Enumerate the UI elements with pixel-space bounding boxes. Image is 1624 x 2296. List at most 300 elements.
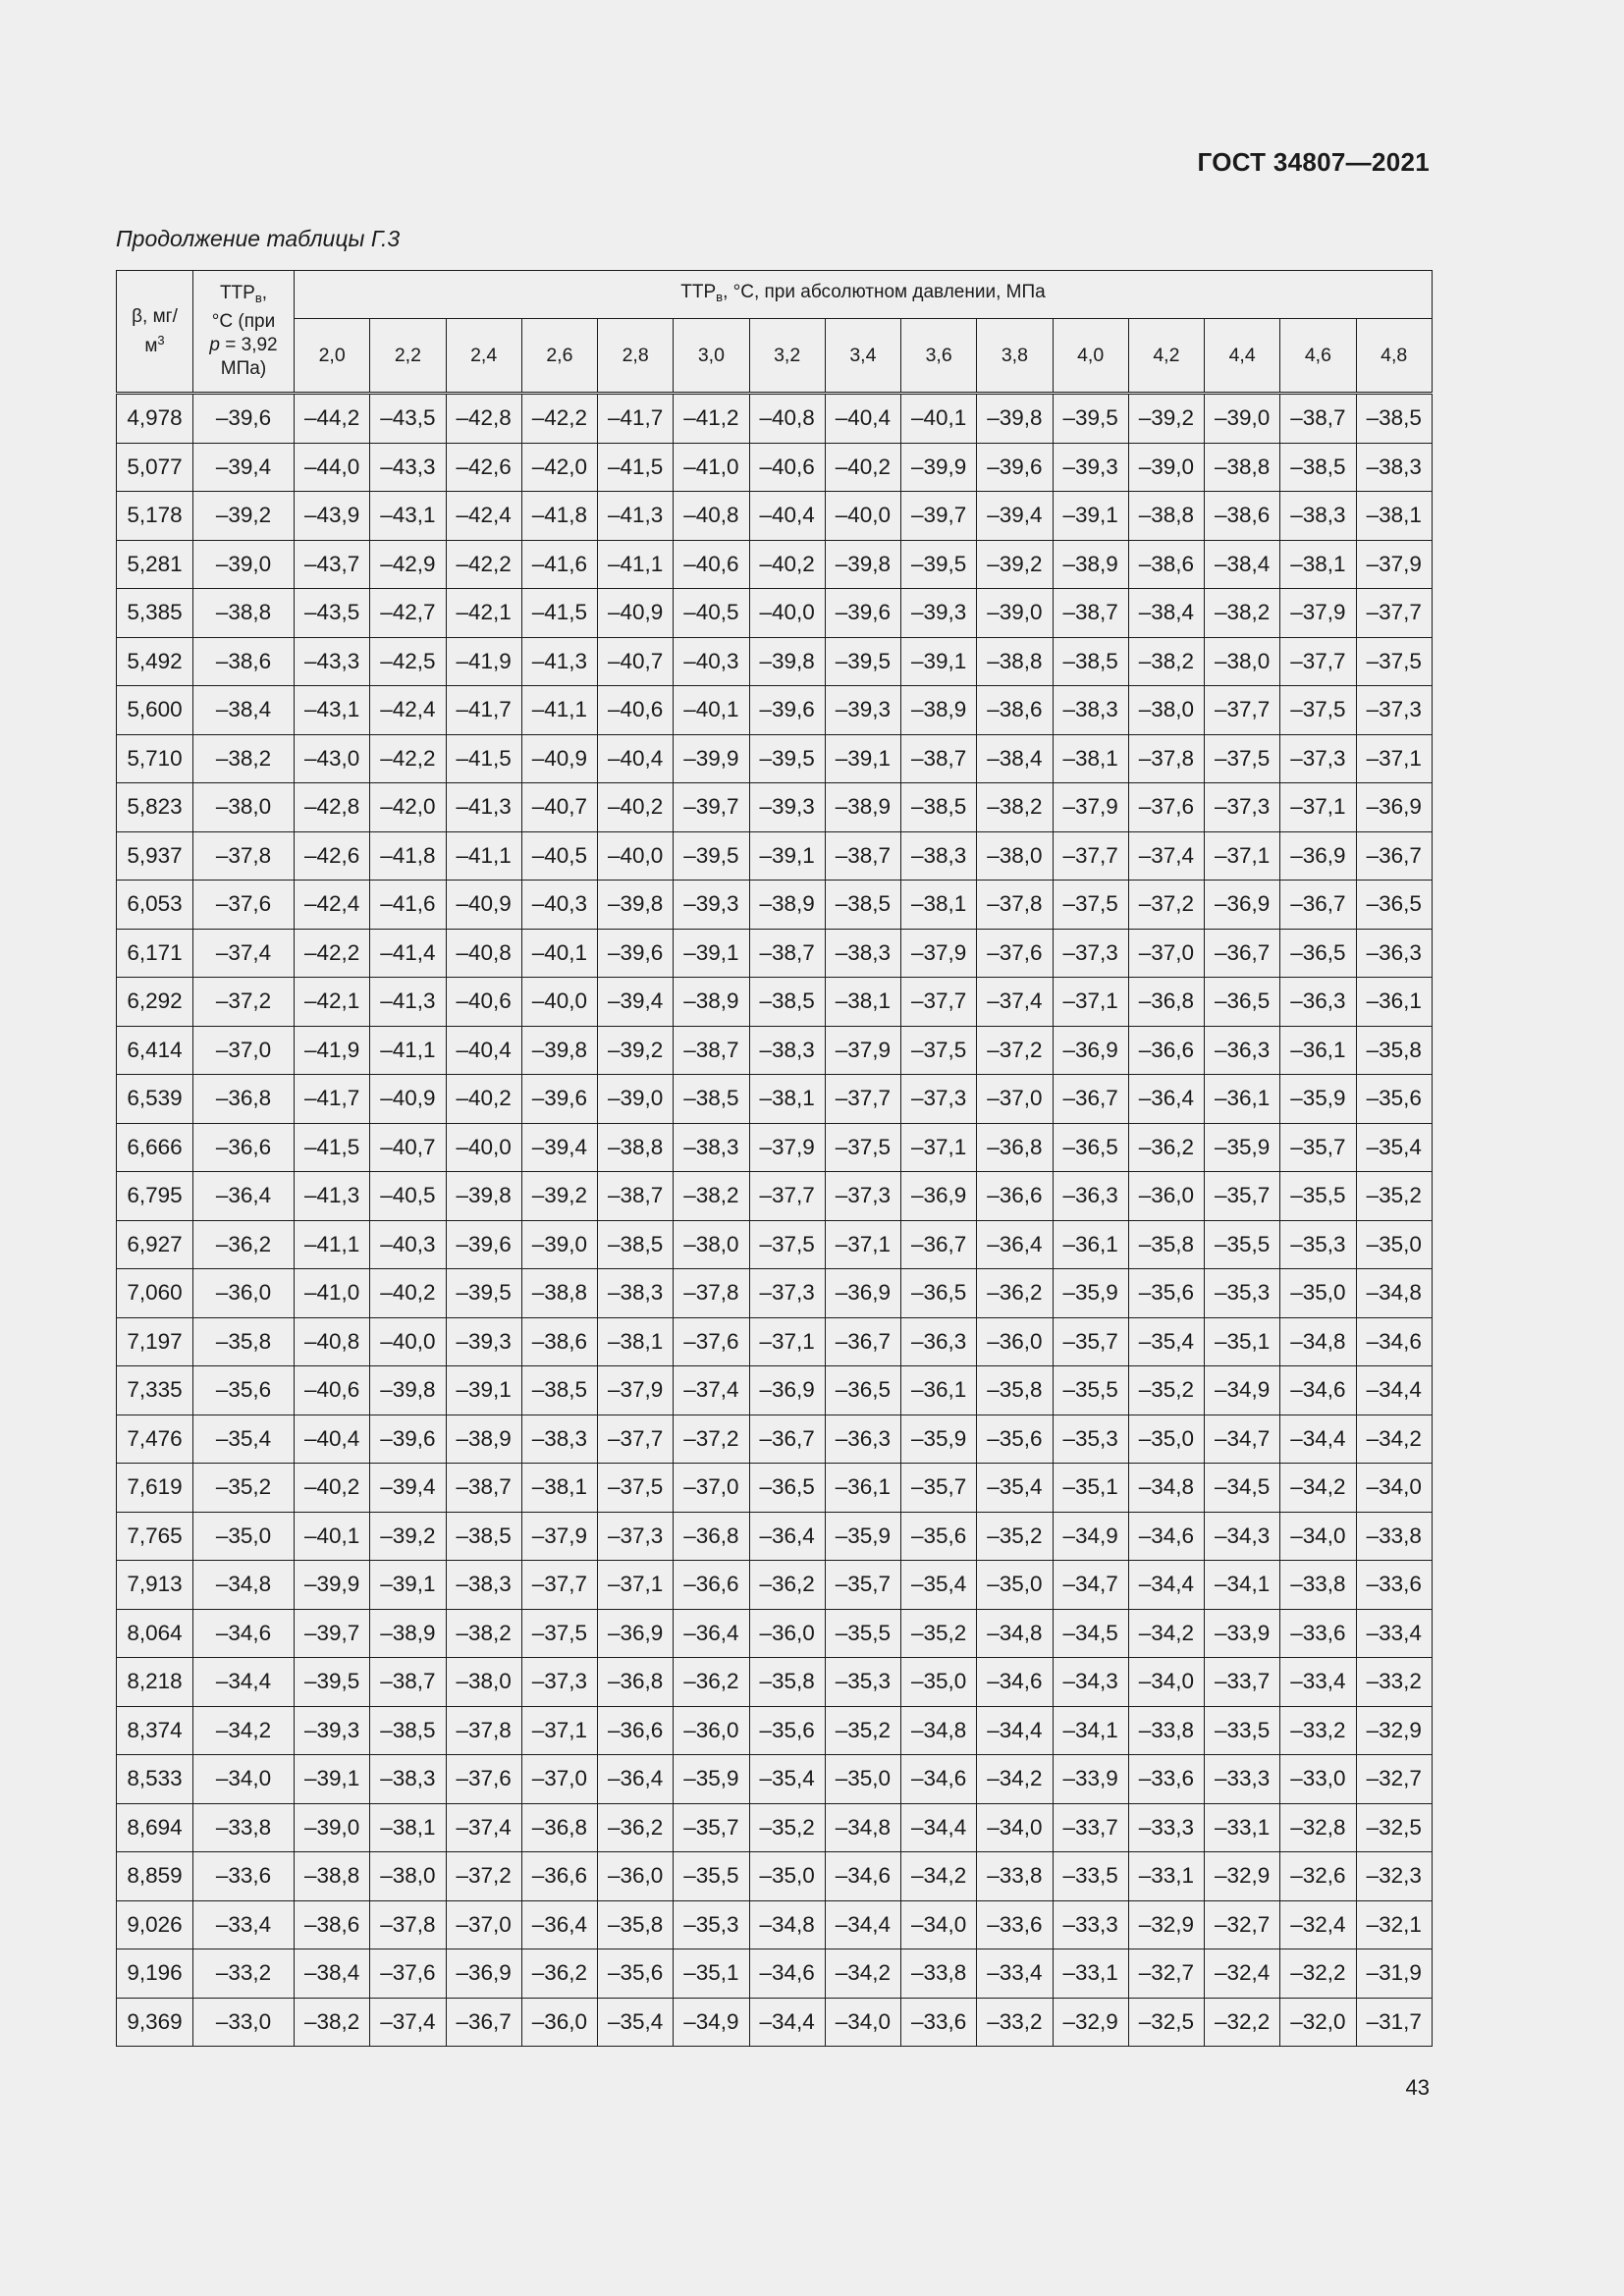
beta-cell: 5,385 — [117, 589, 193, 638]
beta-unit: м — [144, 335, 158, 356]
ttr-value-cell: –34,8 — [1356, 1269, 1432, 1318]
ttr-value-cell: –35,3 — [1053, 1415, 1128, 1464]
ttr-value-cell: –40,2 — [295, 1464, 370, 1513]
ttr-value-cell: –38,3 — [598, 1269, 674, 1318]
ttr-value-cell: –35,2 — [825, 1706, 900, 1755]
ttr-value-cell: –37,0 — [674, 1464, 749, 1513]
beta-label: β, мг/ — [132, 305, 178, 327]
ttr-value-cell: –36,1 — [1053, 1220, 1128, 1269]
ttr-value-cell: –36,0 — [1128, 1172, 1204, 1221]
beta-cell: 7,913 — [117, 1561, 193, 1610]
ttr-value-cell: –38,5 — [1280, 443, 1356, 492]
ttr-value-cell: –38,7 — [446, 1464, 521, 1513]
ttr-value-cell: –38,1 — [370, 1803, 446, 1852]
beta-cell: 8,218 — [117, 1658, 193, 1707]
ttr-value-cell: –31,9 — [1356, 1949, 1432, 1999]
ttr-value-cell: –35,8 — [598, 1900, 674, 1949]
ttr-reference-cell: –39,6 — [193, 394, 295, 444]
ttr-value-cell: –39,2 — [598, 1026, 674, 1075]
ttr-value-cell: –35,7 — [901, 1464, 977, 1513]
ttr-value-cell: –39,8 — [446, 1172, 521, 1221]
ttr-value-cell: –40,7 — [370, 1123, 446, 1172]
ttr-value-cell: –42,1 — [446, 589, 521, 638]
ttr-value-cell: –32,4 — [1280, 1900, 1356, 1949]
ttr-value-cell: –38,3 — [1053, 686, 1128, 735]
pressure-header-cell: 2,0 — [295, 319, 370, 394]
ttr-value-cell: –41,0 — [295, 1269, 370, 1318]
beta-cell: 6,292 — [117, 978, 193, 1027]
ttr-value-cell: –38,4 — [295, 1949, 370, 1999]
ttr-value-cell: –39,2 — [521, 1172, 597, 1221]
ttr-value-cell: –37,9 — [1053, 783, 1128, 832]
pressure-header-cell: 3,2 — [749, 319, 825, 394]
ttr-value-cell: –40,2 — [598, 783, 674, 832]
ttr-value-cell: –41,3 — [370, 978, 446, 1027]
ttr-label: ТТР — [219, 283, 255, 303]
ttr-value-cell: –34,0 — [1356, 1464, 1432, 1513]
ttr-value-cell: –40,0 — [825, 492, 900, 541]
ttr-reference-cell: –35,0 — [193, 1512, 295, 1561]
ttr-value-cell: –42,0 — [521, 443, 597, 492]
ttr-value-cell: –37,1 — [598, 1561, 674, 1610]
ttr-value-cell: –41,7 — [598, 394, 674, 444]
ttr-value-cell: –40,6 — [295, 1366, 370, 1415]
ttr-value-cell: –43,1 — [295, 686, 370, 735]
ttr-value-cell: –32,1 — [1356, 1900, 1432, 1949]
ttr-value-cell: –38,1 — [901, 881, 977, 930]
ttr-value-cell: –37,3 — [1280, 734, 1356, 783]
ttr-value-cell: –38,9 — [446, 1415, 521, 1464]
ttr-value-cell: –36,8 — [977, 1123, 1053, 1172]
pressure-header-cell: 2,8 — [598, 319, 674, 394]
table-row — [117, 1269, 1433, 1318]
ttr-value-cell: –41,8 — [521, 492, 597, 541]
ttr-value-cell: –39,5 — [901, 540, 977, 589]
ttr-value-cell: –38,2 — [1205, 589, 1280, 638]
ttr-value-cell: –37,3 — [825, 1172, 900, 1221]
ttr-value-cell: –38,2 — [1128, 637, 1204, 686]
ttr-value-cell: –39,0 — [1128, 443, 1204, 492]
ttr-value-cell: –39,6 — [825, 589, 900, 638]
table-row — [117, 1658, 1433, 1707]
ttr-value-cell: –38,7 — [1280, 394, 1356, 444]
table-row — [117, 1075, 1433, 1124]
column-header-beta — [117, 271, 193, 394]
ttr-value-cell: –40,1 — [521, 929, 597, 978]
ttr-value-cell: –40,3 — [674, 637, 749, 686]
ttr-value-cell: –33,1 — [1128, 1852, 1204, 1901]
ttr-value-cell: –31,7 — [1356, 1998, 1432, 2047]
ttr-value-cell: –37,3 — [749, 1269, 825, 1318]
ttr-value-cell: –33,1 — [1205, 1803, 1280, 1852]
ttr-value-cell: –37,1 — [1280, 783, 1356, 832]
ttr-value-cell: –35,2 — [901, 1609, 977, 1658]
ttr-reference-cell: –38,0 — [193, 783, 295, 832]
ttr-value-cell: –37,7 — [901, 978, 977, 1027]
ttr-value-cell: –40,1 — [674, 686, 749, 735]
ttr-value-cell: –35,2 — [1356, 1172, 1432, 1221]
ttr-value-cell: –37,1 — [521, 1706, 597, 1755]
ttr-value-cell: –39,7 — [674, 783, 749, 832]
ttr-value-cell: –36,5 — [1053, 1123, 1128, 1172]
ttr-value-cell: –37,4 — [1128, 831, 1204, 881]
ttr-value-cell: –36,7 — [1053, 1075, 1128, 1124]
group-label-rest: , °С, при абсолютном давлении, МПа — [723, 281, 1046, 302]
ttr-value-cell: –35,5 — [1053, 1366, 1128, 1415]
table-row — [117, 734, 1433, 783]
ttr-value-cell: –34,5 — [1205, 1464, 1280, 1513]
ttr-value-cell: –33,1 — [1053, 1949, 1128, 1999]
ttr-value-cell: –34,0 — [1128, 1658, 1204, 1707]
ttr-reference-cell: –34,8 — [193, 1561, 295, 1610]
ttr-value-cell: –35,0 — [1128, 1415, 1204, 1464]
ttr-value-cell: –40,3 — [521, 881, 597, 930]
ttr-value-cell: –42,9 — [370, 540, 446, 589]
ttr-value-cell: –34,7 — [1205, 1415, 1280, 1464]
ttr-value-cell: –36,7 — [1356, 831, 1432, 881]
ttr-value-cell: –39,1 — [674, 929, 749, 978]
ttr-value-cell: –40,2 — [825, 443, 900, 492]
ttr-value-cell: –37,0 — [1128, 929, 1204, 978]
ttr-value-cell: –43,0 — [295, 734, 370, 783]
ttr-value-cell: –39,5 — [825, 637, 900, 686]
ttr-value-cell: –36,9 — [598, 1609, 674, 1658]
table-row — [117, 1998, 1433, 2047]
ttr-value-cell: –38,9 — [825, 783, 900, 832]
ttr-value-cell: –39,1 — [446, 1366, 521, 1415]
ttr-value-cell: –35,5 — [825, 1609, 900, 1658]
ttr-value-cell: –37,7 — [1280, 637, 1356, 686]
ttr-reference-cell: –35,2 — [193, 1464, 295, 1513]
ttr-value-cell: –35,8 — [977, 1366, 1053, 1415]
ttr-value-cell: –35,8 — [749, 1658, 825, 1707]
beta-cell: 5,492 — [117, 637, 193, 686]
table-row — [117, 1123, 1433, 1172]
ttr-value-cell: –40,1 — [901, 394, 977, 444]
ttr-value-cell: –34,4 — [901, 1803, 977, 1852]
ttr-value-cell: –36,7 — [901, 1220, 977, 1269]
ttr-value-cell: –38,7 — [370, 1658, 446, 1707]
ttr-value-cell: –34,0 — [901, 1900, 977, 1949]
ttr-value-cell: –34,1 — [1053, 1706, 1128, 1755]
ttr-value-cell: –41,5 — [598, 443, 674, 492]
ttr-reference-cell: –39,2 — [193, 492, 295, 541]
ttr-value-cell: –35,7 — [1053, 1317, 1128, 1366]
ttr-value-cell: –37,1 — [1356, 734, 1432, 783]
ttr-value-cell: –34,8 — [749, 1900, 825, 1949]
ttr-value-cell: –35,9 — [1053, 1269, 1128, 1318]
ttr-value-cell: –37,9 — [825, 1026, 900, 1075]
ttr-reference-cell: –33,0 — [193, 1998, 295, 2047]
ttr-value-cell: –34,0 — [977, 1803, 1053, 1852]
ttr-value-cell: –37,6 — [370, 1949, 446, 1999]
ttr-value-cell: –35,5 — [1280, 1172, 1356, 1221]
ttr-value-cell: –41,5 — [521, 589, 597, 638]
table-row — [117, 1317, 1433, 1366]
ttr-value-cell: –37,3 — [598, 1512, 674, 1561]
ttr-value-cell: –34,4 — [977, 1706, 1053, 1755]
table-body — [117, 394, 1433, 2047]
ttr-value-cell: –36,5 — [901, 1269, 977, 1318]
ttr-value-cell: –41,1 — [370, 1026, 446, 1075]
ttr-value-cell: –35,3 — [1205, 1269, 1280, 1318]
ttr-value-cell: –38,5 — [521, 1366, 597, 1415]
ttr-value-cell: –39,6 — [598, 929, 674, 978]
ttr-value-cell: –38,8 — [295, 1852, 370, 1901]
ttr-value-cell: –37,7 — [521, 1561, 597, 1610]
ttr-value-cell: –38,3 — [370, 1755, 446, 1804]
ttr-value-cell: –35,8 — [1128, 1220, 1204, 1269]
ttr-value-cell: –38,9 — [1053, 540, 1128, 589]
ttr-value-cell: –35,6 — [749, 1706, 825, 1755]
ttr-value-cell: –34,2 — [1280, 1464, 1356, 1513]
ttr-value-cell: –38,2 — [446, 1609, 521, 1658]
ttr-value-cell: –33,6 — [901, 1998, 977, 2047]
ttr-value-cell: –35,1 — [674, 1949, 749, 1999]
ttr-value-cell: –38,6 — [1205, 492, 1280, 541]
ttr-value-cell: –39,0 — [295, 1803, 370, 1852]
ttr-value-cell: –38,0 — [1205, 637, 1280, 686]
ttr-value-cell: –39,9 — [295, 1561, 370, 1610]
ttr-value-cell: –39,8 — [977, 394, 1053, 444]
ttr-value-cell: –34,9 — [1053, 1512, 1128, 1561]
ttr-value-cell: –38,5 — [598, 1220, 674, 1269]
ttr-value-cell: –40,4 — [825, 394, 900, 444]
ttr-value-cell: –36,7 — [446, 1998, 521, 2047]
ttr-value-cell: –38,8 — [977, 637, 1053, 686]
ttr-reference-cell: –37,0 — [193, 1026, 295, 1075]
ttr-value-cell: –39,1 — [295, 1755, 370, 1804]
ttr-value-cell: –39,8 — [825, 540, 900, 589]
ttr-value-cell: –33,6 — [977, 1900, 1053, 1949]
ttr-value-cell: –32,8 — [1280, 1803, 1356, 1852]
ttr-value-cell: –37,9 — [521, 1512, 597, 1561]
table-caption: Продолжение таблицы Г.3 — [116, 226, 401, 251]
ttr-value-cell: –41,0 — [674, 443, 749, 492]
ttr-value-cell: –36,6 — [598, 1706, 674, 1755]
beta-cell: 8,859 — [117, 1852, 193, 1901]
ttr-value-cell: –33,8 — [1128, 1706, 1204, 1755]
ttr-value-cell: –32,7 — [1205, 1900, 1280, 1949]
ttr-value-cell: –37,1 — [749, 1317, 825, 1366]
ttr-value-cell: –40,8 — [749, 394, 825, 444]
ttr-value-cell: –43,1 — [370, 492, 446, 541]
ttr-value-cell: –38,4 — [1205, 540, 1280, 589]
beta-cell: 8,374 — [117, 1706, 193, 1755]
ttr-value-cell: –37,9 — [598, 1366, 674, 1415]
ttr-value-cell: –38,3 — [749, 1026, 825, 1075]
ttr-value-cell: –39,1 — [1053, 492, 1128, 541]
ttr-line-2: °С (при — [211, 311, 276, 332]
ttr-line-3: = 3,92 — [219, 335, 278, 355]
ttr-value-cell: –36,9 — [1053, 1026, 1128, 1075]
ttr-value-cell: –40,2 — [749, 540, 825, 589]
ttr-value-cell: –36,7 — [1280, 881, 1356, 930]
beta-unit-exponent: 3 — [157, 332, 165, 347]
ttr-value-cell: –36,9 — [901, 1172, 977, 1221]
ttr-value-cell: –37,8 — [1128, 734, 1204, 783]
beta-cell: 9,369 — [117, 1998, 193, 2047]
ttr-reference-cell: –33,6 — [193, 1852, 295, 1901]
ttr-value-cell: –33,5 — [1053, 1852, 1128, 1901]
ttr-value-cell: –39,8 — [521, 1026, 597, 1075]
ttr-value-cell: –37,7 — [749, 1172, 825, 1221]
table-row — [117, 1706, 1433, 1755]
ttr-value-cell: –37,5 — [598, 1464, 674, 1513]
ttr-value-cell: –36,1 — [1205, 1075, 1280, 1124]
table-row — [117, 1026, 1433, 1075]
ttr-value-cell: –40,8 — [295, 1317, 370, 1366]
pressure-header-cell: 4,4 — [1205, 319, 1280, 394]
ttr-reference-cell: –39,4 — [193, 443, 295, 492]
ttr-value-cell: –34,6 — [1128, 1512, 1204, 1561]
ttr-value-cell: –39,0 — [1205, 394, 1280, 444]
ttr-value-cell: –37,3 — [901, 1075, 977, 1124]
ttr-value-cell: –40,3 — [370, 1220, 446, 1269]
ttr-value-cell: –36,3 — [1053, 1172, 1128, 1221]
ttr-value-cell: –37,5 — [1053, 881, 1128, 930]
ttr-value-cell: –32,9 — [1128, 1900, 1204, 1949]
ttr-value-cell: –35,4 — [1356, 1123, 1432, 1172]
pressure-header-cell: 4,2 — [1128, 319, 1204, 394]
ttr-value-cell: –42,0 — [370, 783, 446, 832]
hydrate-temperature-table — [116, 270, 1433, 2047]
ttr-reference-cell: –35,8 — [193, 1317, 295, 1366]
ttr-value-cell: –40,4 — [749, 492, 825, 541]
ttr-value-cell: –36,9 — [1205, 881, 1280, 930]
ttr-value-cell: –40,0 — [521, 978, 597, 1027]
ttr-value-cell: –34,9 — [674, 1998, 749, 2047]
ttr-value-cell: –38,7 — [749, 929, 825, 978]
ttr-value-cell: –35,6 — [598, 1949, 674, 1999]
ttr-value-cell: –37,1 — [1053, 978, 1128, 1027]
ttr-value-cell: –41,1 — [598, 540, 674, 589]
ttr-reference-cell: –38,6 — [193, 637, 295, 686]
ttr-value-cell: –34,4 — [749, 1998, 825, 2047]
ttr-value-cell: –34,6 — [977, 1658, 1053, 1707]
ttr-value-cell: –32,9 — [1205, 1852, 1280, 1901]
ttr-value-cell: –37,2 — [446, 1852, 521, 1901]
ttr-value-cell: –36,9 — [825, 1269, 900, 1318]
ttr-value-cell: –38,7 — [1053, 589, 1128, 638]
ttr-value-cell: –36,6 — [1128, 1026, 1204, 1075]
ttr-value-cell: –38,6 — [521, 1317, 597, 1366]
ttr-value-cell: –36,4 — [521, 1900, 597, 1949]
ttr-value-cell: –36,4 — [749, 1512, 825, 1561]
ttr-value-cell: –39,9 — [674, 734, 749, 783]
pressure-header-cell: 2,6 — [521, 319, 597, 394]
ttr-value-cell: –37,9 — [901, 929, 977, 978]
ttr-reference-cell: –33,2 — [193, 1949, 295, 1999]
ttr-value-cell: –35,0 — [901, 1658, 977, 1707]
ttr-value-cell: –33,5 — [1205, 1706, 1280, 1755]
ttr-value-cell: –37,3 — [1053, 929, 1128, 978]
ttr-value-cell: –36,0 — [674, 1706, 749, 1755]
ttr-value-cell: –34,4 — [1128, 1561, 1204, 1610]
ttr-value-cell: –39,8 — [598, 881, 674, 930]
ttr-reference-cell: –34,4 — [193, 1658, 295, 1707]
ttr-value-cell: –41,4 — [370, 929, 446, 978]
ttr-value-cell: –37,7 — [598, 1415, 674, 1464]
beta-cell: 4,978 — [117, 394, 193, 444]
ttr-value-cell: –38,3 — [1356, 443, 1432, 492]
ttr-value-cell: –37,3 — [1356, 686, 1432, 735]
ttr-value-cell: –38,7 — [825, 831, 900, 881]
ttr-value-cell: –33,6 — [1356, 1561, 1432, 1610]
ttr-value-cell: –37,4 — [370, 1998, 446, 2047]
ttr-value-cell: –38,5 — [674, 1075, 749, 1124]
ttr-value-cell: –35,6 — [977, 1415, 1053, 1464]
ttr-value-cell: –38,1 — [1356, 492, 1432, 541]
ttr-value-cell: –32,9 — [1356, 1706, 1432, 1755]
ttr-value-cell: –35,7 — [1205, 1172, 1280, 1221]
ttr-value-cell: –37,8 — [977, 881, 1053, 930]
ttr-value-cell: –39,3 — [825, 686, 900, 735]
pressure-header-cell: 2,4 — [446, 319, 521, 394]
ttr-value-cell: –36,9 — [1356, 783, 1432, 832]
ttr-value-cell: –40,5 — [674, 589, 749, 638]
ttr-label-suffix: , — [261, 283, 268, 303]
ttr-value-cell: –37,9 — [749, 1123, 825, 1172]
ttr-value-cell: –35,6 — [901, 1512, 977, 1561]
ttr-value-cell: –32,2 — [1280, 1949, 1356, 1999]
ttr-value-cell: –34,6 — [1356, 1317, 1432, 1366]
ttr-value-cell: –41,9 — [446, 637, 521, 686]
ttr-value-cell: –36,9 — [446, 1949, 521, 1999]
pressure-header-row — [117, 319, 1433, 394]
beta-cell: 8,064 — [117, 1609, 193, 1658]
ttr-value-cell: –38,2 — [977, 783, 1053, 832]
ttr-value-cell: –40,2 — [370, 1269, 446, 1318]
ttr-value-cell: –42,7 — [370, 589, 446, 638]
ttr-value-cell: –40,0 — [370, 1317, 446, 1366]
ttr-value-cell: –36,6 — [521, 1852, 597, 1901]
ttr-value-cell: –38,9 — [674, 978, 749, 1027]
beta-cell: 6,414 — [117, 1026, 193, 1075]
ttr-value-cell: –38,1 — [825, 978, 900, 1027]
ttr-value-cell: –36,0 — [521, 1998, 597, 2047]
beta-cell: 9,026 — [117, 1900, 193, 1949]
ttr-value-cell: –37,2 — [1128, 881, 1204, 930]
ttr-value-cell: –38,3 — [1280, 492, 1356, 541]
ttr-value-cell: –32,7 — [1356, 1755, 1432, 1804]
pressure-header-cell: 4,0 — [1053, 319, 1128, 394]
table-row — [117, 637, 1433, 686]
ttr-value-cell: –38,1 — [749, 1075, 825, 1124]
ttr-value-cell: –39,3 — [1053, 443, 1128, 492]
ttr-value-cell: –38,4 — [1128, 589, 1204, 638]
ttr-value-cell: –39,3 — [446, 1317, 521, 1366]
ttr-value-cell: –36,2 — [1128, 1123, 1204, 1172]
ttr-value-cell: –35,9 — [825, 1512, 900, 1561]
ttr-value-cell: –40,6 — [598, 686, 674, 735]
ttr-value-cell: –37,4 — [977, 978, 1053, 1027]
ttr-value-cell: –41,3 — [446, 783, 521, 832]
ttr-value-cell: –40,9 — [598, 589, 674, 638]
ttr-line-4: МПа) — [220, 358, 267, 379]
ttr-value-cell: –42,6 — [446, 443, 521, 492]
ttr-value-cell: –36,5 — [1280, 929, 1356, 978]
table-row — [117, 1512, 1433, 1561]
ttr-value-cell: –39,0 — [521, 1220, 597, 1269]
ttr-value-cell: –32,7 — [1128, 1949, 1204, 1999]
ttr-value-cell: –39,8 — [370, 1366, 446, 1415]
beta-cell: 7,765 — [117, 1512, 193, 1561]
ttr-value-cell: –36,1 — [1356, 978, 1432, 1027]
ttr-value-cell: –35,7 — [674, 1803, 749, 1852]
ttr-value-cell: –35,3 — [825, 1658, 900, 1707]
ttr-value-cell: –38,5 — [901, 783, 977, 832]
